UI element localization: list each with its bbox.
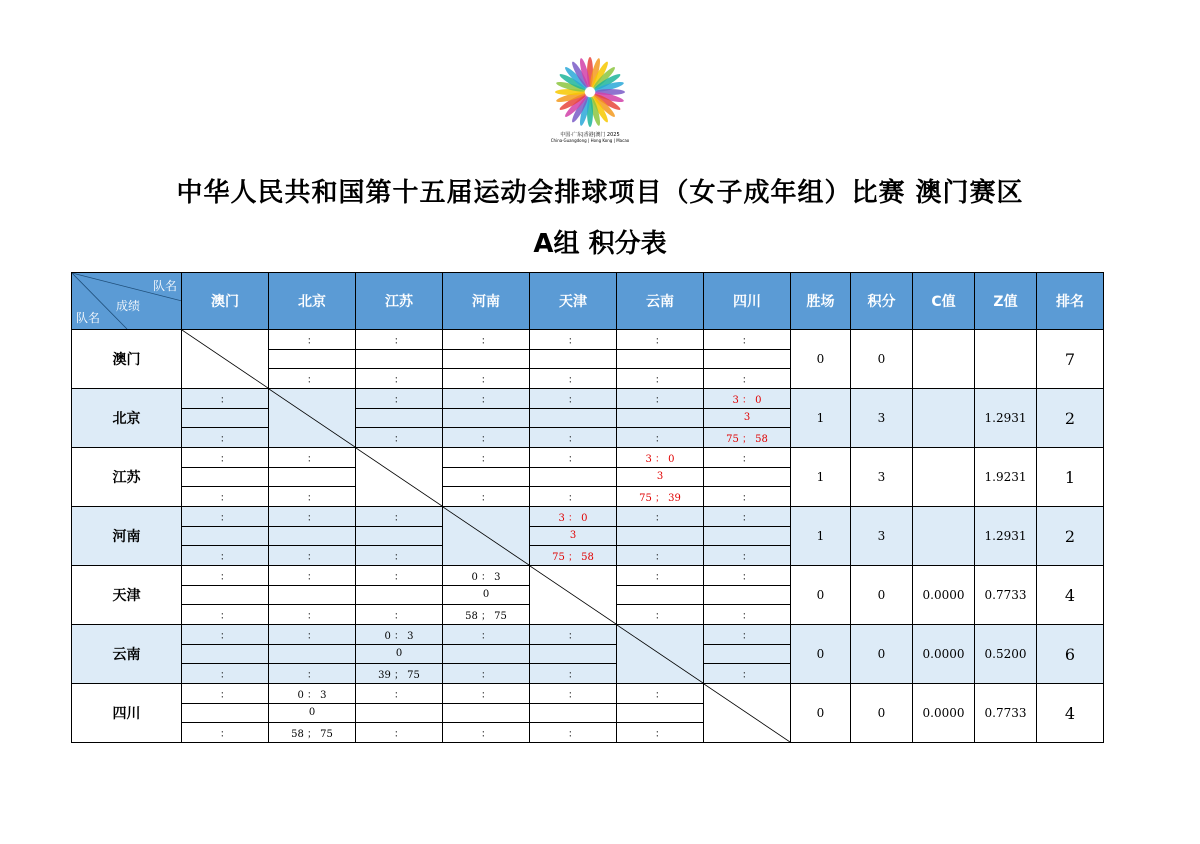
column-header-stat: 积分: [851, 273, 913, 330]
match-points-cell: ：: [704, 487, 791, 507]
match-points-cell: ：: [356, 369, 443, 389]
match-score-cell: ：: [269, 330, 356, 350]
column-header-stat: C值: [913, 273, 975, 330]
points-cell: 3: [851, 389, 913, 448]
match-points-cell: ：: [182, 664, 269, 684]
match-points-cell: ：: [182, 487, 269, 507]
match-points-cell: ：: [617, 428, 704, 448]
match-score-cell: ：: [530, 684, 617, 704]
rank-cell: 1: [1037, 448, 1104, 507]
match-points-cell: ：: [530, 369, 617, 389]
match-score-cell: ：: [269, 566, 356, 586]
self-match-cell: [617, 625, 704, 684]
match-score-cell: ：: [443, 330, 530, 350]
corner-header: [72, 273, 182, 330]
match-result-cell: [530, 408, 617, 428]
wins-cell: 0: [791, 566, 851, 625]
match-result-cell: [443, 644, 530, 664]
match-result-cell: [617, 526, 704, 546]
match-result-cell: [269, 349, 356, 369]
match-points-cell: 58 ； 75: [443, 605, 530, 625]
match-result-cell: [530, 703, 617, 723]
match-result-cell: [356, 349, 443, 369]
column-header-team: 四川: [704, 273, 791, 330]
wins-cell: 0: [791, 625, 851, 684]
match-result-cell: [530, 349, 617, 369]
match-score-cell: ：: [704, 507, 791, 527]
match-result-cell: [182, 526, 269, 546]
team-row: [72, 566, 1104, 586]
match-score-cell: ：: [617, 507, 704, 527]
match-score-cell: 3 ： 0: [530, 507, 617, 527]
logo-caption: 中国·广东|香港|澳门 2025: [560, 132, 620, 138]
z-value-cell: [975, 330, 1037, 389]
match-result-cell: [269, 644, 356, 664]
match-score-cell: ：: [704, 625, 791, 645]
match-result-cell: 0: [269, 703, 356, 723]
match-score-cell: ：: [182, 389, 269, 409]
match-score-cell: ：: [617, 330, 704, 350]
match-score-cell: ：: [443, 684, 530, 704]
match-score-cell: ：: [356, 507, 443, 527]
match-points-cell: ：: [704, 546, 791, 566]
row-team-name: 澳门: [72, 330, 182, 389]
match-result-cell: [269, 467, 356, 487]
column-header-stat: 排名: [1037, 273, 1104, 330]
c-value-cell: [913, 448, 975, 507]
match-score-cell: ：: [356, 684, 443, 704]
match-result-cell: [617, 703, 704, 723]
wins-cell: 0: [791, 684, 851, 743]
match-result-cell: [617, 408, 704, 428]
match-result-cell: [530, 644, 617, 664]
match-score-cell: ：: [182, 448, 269, 468]
rank-cell: 7: [1037, 330, 1104, 389]
match-points-cell: 58 ； 75: [269, 723, 356, 743]
rank-cell: 4: [1037, 684, 1104, 743]
z-value-cell: 1.9231: [975, 448, 1037, 507]
match-points-cell: ：: [617, 605, 704, 625]
self-match-cell: [443, 507, 530, 566]
column-header-team: 北京: [269, 273, 356, 330]
match-result-cell: [269, 585, 356, 605]
match-score-cell: ：: [443, 448, 530, 468]
match-score-cell: ：: [269, 448, 356, 468]
match-score-cell: ：: [182, 566, 269, 586]
match-points-cell: ：: [356, 428, 443, 448]
match-points-cell: 75 ； 58: [704, 428, 791, 448]
standings-body: [72, 330, 1104, 743]
match-score-cell: ：: [704, 566, 791, 586]
match-score-cell: ：: [704, 448, 791, 468]
column-header-team: 云南: [617, 273, 704, 330]
match-score-cell: ：: [443, 389, 530, 409]
team-row: [72, 625, 1104, 645]
match-points-cell: ：: [182, 605, 269, 625]
match-points-cell: ：: [182, 723, 269, 743]
team-row: [72, 507, 1104, 527]
match-points-cell: ：: [530, 723, 617, 743]
match-result-cell: [443, 408, 530, 428]
match-result-cell: [704, 467, 791, 487]
match-result-cell: [182, 585, 269, 605]
match-result-cell: [182, 467, 269, 487]
match-result-cell: 0: [443, 585, 530, 605]
row-team-name: 四川: [72, 684, 182, 743]
match-result-cell: [617, 585, 704, 605]
c-value-cell: 0.0000: [913, 684, 975, 743]
match-score-cell: ：: [617, 684, 704, 704]
z-value-cell: 0.5200: [975, 625, 1037, 684]
match-result-cell: [704, 644, 791, 664]
corner-score-label: 成绩: [116, 299, 141, 313]
team-row: [72, 389, 1104, 409]
z-value-cell: 0.7733: [975, 566, 1037, 625]
z-value-cell: 0.7733: [975, 684, 1037, 743]
match-score-cell: ：: [704, 330, 791, 350]
match-result-cell: [182, 644, 269, 664]
diagonal-line: [530, 566, 616, 624]
match-points-cell: ：: [530, 487, 617, 507]
standings-table: [71, 272, 1104, 743]
match-result-cell: [617, 349, 704, 369]
match-score-cell: ：: [356, 389, 443, 409]
self-match-cell: [182, 330, 269, 389]
match-result-cell: [356, 526, 443, 546]
match-score-cell: ：: [530, 389, 617, 409]
page-subtitle: A组 积分表: [533, 229, 667, 259]
match-points-cell: ：: [443, 369, 530, 389]
row-team-name: 北京: [72, 389, 182, 448]
match-result-cell: [443, 467, 530, 487]
z-value-cell: 1.2931: [975, 507, 1037, 566]
match-score-cell: ：: [356, 330, 443, 350]
diagonal-line: [704, 684, 790, 742]
match-result-cell: [704, 526, 791, 546]
match-score-cell: ：: [617, 389, 704, 409]
match-points-cell: ：: [269, 487, 356, 507]
column-header-team: 江苏: [356, 273, 443, 330]
match-points-cell: ：: [269, 664, 356, 684]
match-result-cell: [443, 349, 530, 369]
match-points-cell: ：: [617, 369, 704, 389]
match-score-cell: 0 ： 3: [356, 625, 443, 645]
diagonal-line: [617, 625, 703, 683]
diagonal-line: [182, 330, 268, 388]
match-score-cell: 0 ： 3: [443, 566, 530, 586]
header-row: [72, 273, 1104, 330]
self-match-cell: [269, 389, 356, 448]
match-score-cell: ：: [356, 566, 443, 586]
match-result-cell: [443, 703, 530, 723]
rank-cell: 2: [1037, 507, 1104, 566]
wins-cell: 1: [791, 389, 851, 448]
c-value-cell: 0.0000: [913, 566, 975, 625]
points-cell: 3: [851, 507, 913, 566]
column-header-stat: Z值: [975, 273, 1037, 330]
match-points-cell: ：: [617, 546, 704, 566]
match-score-cell: ：: [182, 625, 269, 645]
match-score-cell: ：: [443, 625, 530, 645]
match-points-cell: 39 ； 75: [356, 664, 443, 684]
match-result-cell: [182, 703, 269, 723]
match-points-cell: ：: [617, 723, 704, 743]
match-score-cell: ：: [269, 507, 356, 527]
match-result-cell: 3: [704, 408, 791, 428]
match-points-cell: ：: [704, 664, 791, 684]
match-points-cell: ：: [182, 428, 269, 448]
points-cell: 0: [851, 625, 913, 684]
team-row: [72, 330, 1104, 350]
match-result-cell: [530, 467, 617, 487]
match-result-cell: [356, 703, 443, 723]
match-points-cell: ：: [269, 369, 356, 389]
match-points-cell: 75 ； 39: [617, 487, 704, 507]
row-team-name: 江苏: [72, 448, 182, 507]
match-result-cell: [182, 408, 269, 428]
match-result-cell: 3: [530, 526, 617, 546]
match-points-cell: ：: [356, 546, 443, 566]
match-result-cell: [704, 585, 791, 605]
match-score-cell: ：: [530, 625, 617, 645]
match-score-cell: ：: [530, 330, 617, 350]
corner-name-label: 队名: [76, 311, 101, 325]
match-points-cell: ：: [443, 428, 530, 448]
diagonal-line: [356, 448, 442, 506]
match-score-cell: 3 ： 0: [617, 448, 704, 468]
match-points-cell: ：: [356, 723, 443, 743]
diagonal-line: [443, 507, 529, 565]
match-points-cell: ：: [443, 723, 530, 743]
row-team-name: 云南: [72, 625, 182, 684]
match-result-cell: [356, 585, 443, 605]
match-points-cell: ：: [704, 369, 791, 389]
column-header-team: 天津: [530, 273, 617, 330]
match-result-cell: [269, 526, 356, 546]
column-header-team: 澳门: [182, 273, 269, 330]
column-header-team: 河南: [443, 273, 530, 330]
row-team-name: 河南: [72, 507, 182, 566]
c-value-cell: [913, 507, 975, 566]
self-match-cell: [530, 566, 617, 625]
match-score-cell: 3 ： 0: [704, 389, 791, 409]
row-team-name: 天津: [72, 566, 182, 625]
match-result-cell: [356, 408, 443, 428]
wins-cell: 1: [791, 448, 851, 507]
logo-subcaption: China·Guangdong | Hong Kong | Macao: [550, 138, 630, 143]
points-cell: 3: [851, 448, 913, 507]
match-points-cell: 75 ； 58: [530, 546, 617, 566]
match-result-cell: [704, 349, 791, 369]
rank-cell: 6: [1037, 625, 1104, 684]
match-points-cell: ：: [443, 487, 530, 507]
rank-cell: 2: [1037, 389, 1104, 448]
self-match-cell: [356, 448, 443, 507]
wins-cell: 1: [791, 507, 851, 566]
points-cell: 0: [851, 684, 913, 743]
page-title: 中华人民共和国第十五届运动会排球项目（女子成年组）比赛 澳门赛区: [176, 178, 1024, 208]
games-logo: [550, 52, 630, 147]
match-points-cell: ：: [182, 546, 269, 566]
self-match-cell: [704, 684, 791, 743]
match-points-cell: ：: [530, 428, 617, 448]
corner-team-label: 队名: [152, 279, 177, 293]
match-points-cell: ：: [530, 664, 617, 684]
match-score-cell: 0 ： 3: [269, 684, 356, 704]
c-value-cell: [913, 330, 975, 389]
match-points-cell: ：: [356, 605, 443, 625]
match-points-cell: ：: [704, 605, 791, 625]
match-score-cell: ：: [269, 625, 356, 645]
c-value-cell: [913, 389, 975, 448]
diagonal-line: [269, 389, 355, 447]
flower-emblem-icon: [550, 52, 630, 132]
column-header-stat: 胜场: [791, 273, 851, 330]
z-value-cell: 1.2931: [975, 389, 1037, 448]
match-points-cell: ：: [269, 605, 356, 625]
match-points-cell: ：: [269, 546, 356, 566]
match-score-cell: ：: [182, 684, 269, 704]
rank-cell: 4: [1037, 566, 1104, 625]
c-value-cell: 0.0000: [913, 625, 975, 684]
team-row: [72, 684, 1104, 704]
match-result-cell: 0: [356, 644, 443, 664]
team-row: [72, 448, 1104, 468]
match-score-cell: ：: [182, 507, 269, 527]
match-score-cell: ：: [530, 448, 617, 468]
match-score-cell: ：: [617, 566, 704, 586]
match-result-cell: 3: [617, 467, 704, 487]
points-cell: 0: [851, 566, 913, 625]
match-points-cell: ：: [443, 664, 530, 684]
points-cell: 0: [851, 330, 913, 389]
wins-cell: 0: [791, 330, 851, 389]
